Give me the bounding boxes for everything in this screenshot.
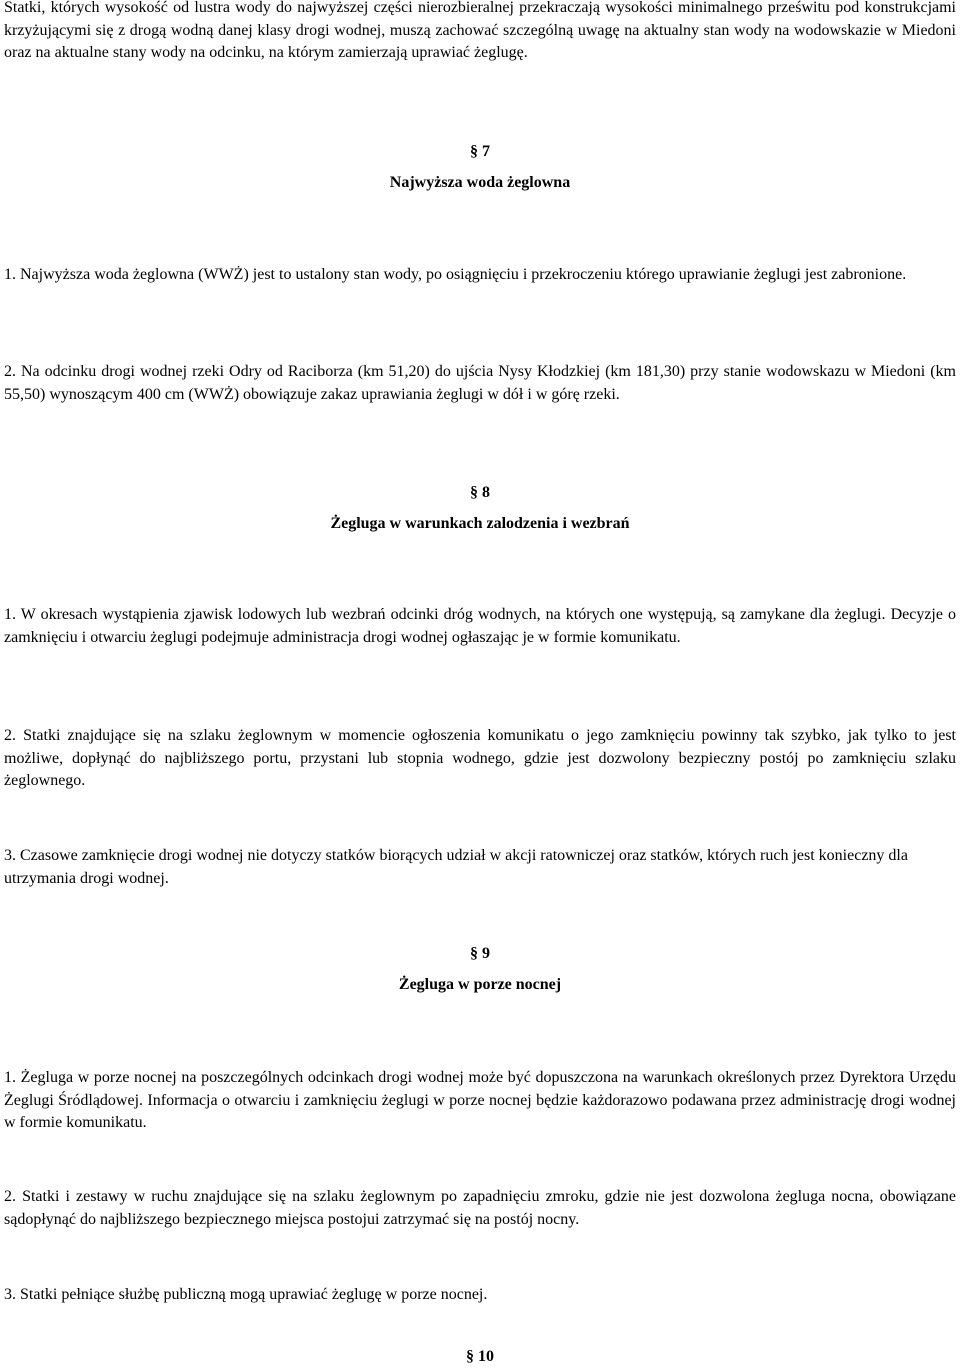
section-7-number: § 7 bbox=[470, 143, 490, 160]
section-10-heading bbox=[4, 1346, 956, 1369]
section-9-paragraph-2: 2. Statki i zestawy w ruchu znajdujące się na szlaku żeglownym po zapadnięciu zmroku, gdzie nie jest dozwolona żegluga nocna, obowiązane sądopłynąć do najbliższego bezpiecznego miejsca postojui zatrzymać się na postój nocny. bbox=[4, 1188, 956, 1228]
section-7-heading bbox=[4, 141, 956, 194]
section-10-number: § 10 bbox=[466, 1348, 494, 1365]
section-8-title: Żegluga w warunkach zalodzenia i wezbrań bbox=[330, 514, 630, 532]
section-9-heading bbox=[4, 943, 956, 996]
intro-paragraph: Statki, których wysokość od lustra wody do najwyższej części nierozbieralnej przekraczają wysokości minimalnego prześwitu pod konstrukcjami krzyżującymi się z drogą wodną danej klasy drogi wodnej, muszą zachować szczególną uwagę na aktualny stan wody na wodowskazie w Miedoni oraz na aktualne stany wody na odcinku, na którym zamierzają uprawiać żeglugę. bbox=[4, 0, 956, 61]
section-9-number: § 9 bbox=[470, 945, 490, 962]
section-8-number: § 8 bbox=[470, 484, 490, 501]
section-7-paragraph-1: 1. Najwyższa woda żeglowna (WWŻ) jest to ustalony stan wody, po osiągnięciu i przekroczeniu którego uprawianie żeglugi jest zabronione. bbox=[4, 266, 907, 283]
section-9-title: Żegluga w porze nocnej bbox=[398, 975, 562, 993]
section-8-paragraph-3: 3. Czasowe zamknięcie drogi wodnej nie dotyczy statków biorących udział w akcji ratowniczej oraz statków, których ruch jest konieczny dla utrzymania drogi wodnej. bbox=[4, 847, 908, 887]
section-8-paragraph-2: 2. Statki znajdujące się na szlaku żeglownym w momencie ogłoszenia komunikatu o jego zamknięciu powinny tak szybko, jak tylko to jest możliwe, dopłynąć do najbliższego portu, przystani lub stopnia wodnego, gdzie jest dozwolony bezpieczny postój po zamknięciu szlaku żeglownego. bbox=[4, 727, 956, 789]
section-9-paragraph-3: 3. Statki pełniące służbę publiczną mogą uprawiać żeglugę w porze nocnej. bbox=[4, 1286, 488, 1303]
section-8-heading bbox=[4, 482, 956, 535]
section-7-paragraph-2: 2. Na odcinku drogi wodnej rzeki Odry od Raciborza (km 51,20) do ujścia Nysy Kłodzkiej (km 181,30) przy stanie wodowskazu w Miedoni (km 55,50) wynoszącym 400 cm (WWŻ) obowiązuje zakaz uprawiania żeglugi w dół i w górę rzeki. bbox=[4, 363, 956, 403]
section-9-paragraph-1: 1. Żegluga w porze nocnej na poszczególnych odcinkach drogi wodnej może być dopuszczona na warunkach określonych przez Dyrektora Urzędu Żeglugi Śródlądowej. Informacja o otwarciu i zamknięciu żeglugi w porze nocnej będzie każdorazowo podawana przez administrację drogi wodnej w formie komunikatu. bbox=[4, 1069, 956, 1131]
section-8-paragraph-1: 1. W okresach wystąpienia zjawisk lodowych lub wezbrań odcinki dróg wodnych, na których one występują, są zamykane dla żeglugi. Decyzje o zamknięciu i otwarciu żeglugi podejmuje administracja drogi wodnej ogłaszając je w formie komunikatu. bbox=[4, 606, 956, 646]
section-7-title: Najwyższa woda żeglowna bbox=[389, 173, 571, 191]
